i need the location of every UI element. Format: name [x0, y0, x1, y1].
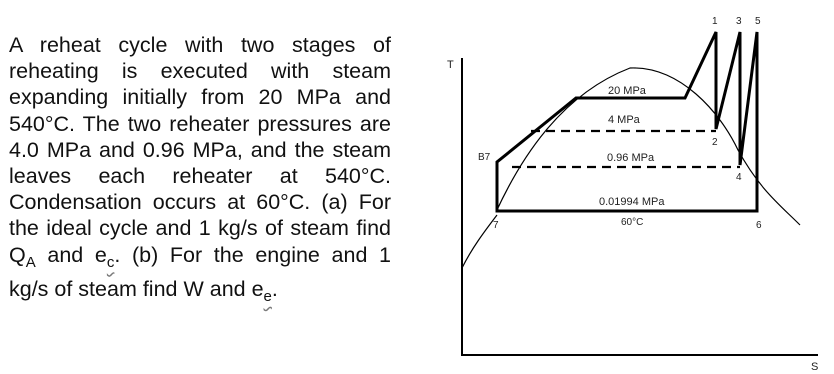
problem-text-part-c: . (b) For the engine and 1 kg/s of steam find W and e — [9, 242, 392, 301]
state-label-2: 2 — [712, 137, 718, 148]
state-label-7: 7 — [493, 220, 499, 231]
label-096mpa: 0.96 MPa — [607, 152, 655, 164]
x-axis-label: S — [811, 361, 819, 373]
subscript-c: c — [106, 253, 115, 271]
state-label-b7: B7 — [478, 152, 491, 163]
state-label-5: 5 — [755, 16, 761, 27]
state-label-4: 4 — [736, 172, 742, 183]
problem-text-part-b: and e — [35, 242, 107, 267]
liquid-line — [462, 215, 497, 268]
label-4mpa: 4 MPa — [608, 114, 640, 126]
state-label-1: 1 — [712, 16, 718, 27]
label-001994mpa: 0.01994 MPa — [599, 196, 665, 208]
y-axis-label: T — [447, 59, 454, 71]
state-label-3: 3 — [736, 16, 742, 27]
subscript-e: e — [263, 287, 272, 305]
problem-text-part-a: A reheat cycle with two stages of reheating is executed with steam expanding initially from 20 MPa and 540°C. The two reheater pressures are 4.0 MPa and 0.96 MPa, and the steam leaves each reheater at 540°C. Condensation occurs at 60°C. (a) For the ideal cycle and 1 kg/s of steam find Q — [9, 33, 391, 267]
subscript-a: A — [25, 253, 36, 271]
label-60c: 60°C — [621, 217, 644, 228]
state-label-6: 6 — [756, 220, 762, 231]
problem-text-part-d: . — [271, 276, 278, 301]
label-20mpa: 20 MPa — [608, 85, 646, 97]
